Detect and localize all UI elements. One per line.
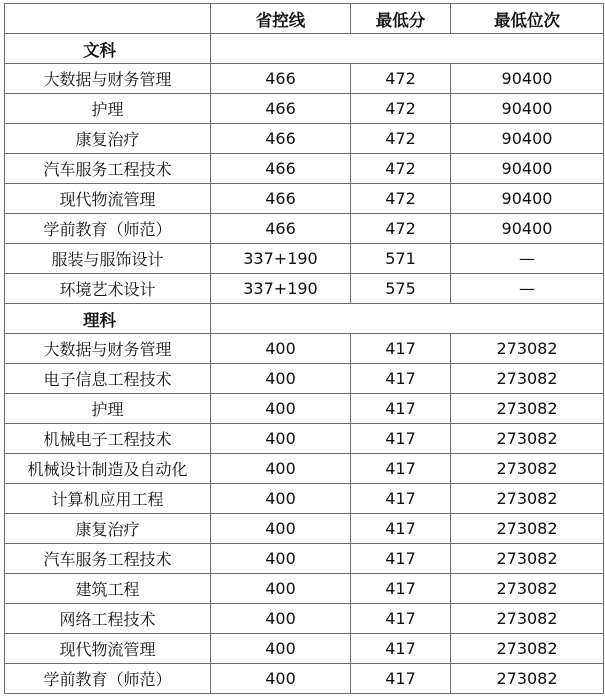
min-score-cell: 472	[351, 64, 451, 94]
table-row	[5, 184, 604, 214]
min-score-cell: 472	[351, 214, 451, 244]
min-score-cell: 417	[351, 334, 451, 364]
major-cell: 环境艺术设计	[5, 274, 211, 304]
control-line-cell: 400	[211, 514, 351, 544]
control-line-cell: 466	[211, 184, 351, 214]
min-score-cell: 575	[351, 274, 451, 304]
major-cell: 电子信息工程技术	[5, 364, 211, 394]
table-row	[5, 124, 604, 154]
major-cell: 机械设计制造及自动化	[5, 454, 211, 484]
min-rank-cell: 273082	[451, 394, 604, 424]
table-row	[5, 574, 604, 604]
major-cell: 网络工程技术	[5, 604, 211, 634]
control-line-cell: 466	[211, 94, 351, 124]
min-score-cell: 417	[351, 424, 451, 454]
major-cell: 学前教育（师范）	[5, 214, 211, 244]
min-rank-cell: —	[451, 274, 604, 304]
control-line-cell: 400	[211, 604, 351, 634]
control-line-cell: 400	[211, 364, 351, 394]
min-score-cell: 472	[351, 184, 451, 214]
table-row	[5, 394, 604, 424]
major-cell: 大数据与财务管理	[5, 64, 211, 94]
min-rank-cell: 273082	[451, 484, 604, 514]
control-line-cell: 400	[211, 334, 351, 364]
min-rank-cell: 273082	[451, 544, 604, 574]
table-row	[5, 64, 604, 94]
section-row	[5, 304, 604, 334]
min-rank-cell: 90400	[451, 124, 604, 154]
min-rank-cell: 90400	[451, 154, 604, 184]
header-major	[5, 4, 211, 34]
min-score-cell: 417	[351, 544, 451, 574]
header-min-rank: 最低位次	[451, 4, 604, 34]
table-row	[5, 604, 604, 634]
control-line-cell: 400	[211, 544, 351, 574]
min-score-cell: 417	[351, 634, 451, 664]
table-row	[5, 424, 604, 454]
table-row	[5, 664, 604, 694]
table-header-row	[5, 4, 604, 34]
major-cell: 大数据与财务管理	[5, 334, 211, 364]
control-line-cell: 337+190	[211, 274, 351, 304]
major-cell: 机械电子工程技术	[5, 424, 211, 454]
major-cell: 康复治疗	[5, 514, 211, 544]
header-min-score: 最低分	[351, 4, 451, 34]
min-rank-cell: 273082	[451, 664, 604, 694]
min-score-cell: 571	[351, 244, 451, 274]
control-line-cell: 400	[211, 394, 351, 424]
min-rank-cell: 273082	[451, 574, 604, 604]
min-rank-cell: 273082	[451, 604, 604, 634]
table-row	[5, 484, 604, 514]
control-line-cell: 400	[211, 484, 351, 514]
control-line-cell: 337+190	[211, 244, 351, 274]
section-blank-cell	[211, 304, 604, 334]
min-score-cell: 472	[351, 124, 451, 154]
header-control-line: 省控线	[211, 4, 351, 34]
section-label: 理科	[5, 304, 211, 334]
major-cell: 护理	[5, 94, 211, 124]
table-row	[5, 334, 604, 364]
min-score-cell: 417	[351, 604, 451, 634]
table-row	[5, 634, 604, 664]
min-rank-cell: 273082	[451, 454, 604, 484]
table-row	[5, 244, 604, 274]
table-row	[5, 94, 604, 124]
min-rank-cell: 90400	[451, 94, 604, 124]
section-label: 文科	[5, 34, 211, 64]
table-row	[5, 214, 604, 244]
min-rank-cell: 273082	[451, 364, 604, 394]
table-row	[5, 454, 604, 484]
major-cell: 学前教育（师范）	[5, 664, 211, 694]
min-score-cell: 472	[351, 154, 451, 184]
min-score-cell: 417	[351, 664, 451, 694]
table-row	[5, 364, 604, 394]
min-score-cell: 417	[351, 514, 451, 544]
min-rank-cell: 273082	[451, 514, 604, 544]
table-row	[5, 544, 604, 574]
control-line-cell: 466	[211, 154, 351, 184]
major-cell: 建筑工程	[5, 574, 211, 604]
min-score-cell: 417	[351, 394, 451, 424]
min-score-cell: 472	[351, 94, 451, 124]
major-cell: 护理	[5, 394, 211, 424]
major-cell: 服装与服饰设计	[5, 244, 211, 274]
min-rank-cell: 90400	[451, 214, 604, 244]
min-rank-cell: 273082	[451, 424, 604, 454]
control-line-cell: 466	[211, 64, 351, 94]
control-line-cell: 400	[211, 454, 351, 484]
major-cell: 康复治疗	[5, 124, 211, 154]
min-score-cell: 417	[351, 364, 451, 394]
min-rank-cell: 273082	[451, 634, 604, 664]
major-cell: 现代物流管理	[5, 184, 211, 214]
min-rank-cell: 90400	[451, 64, 604, 94]
min-rank-cell: 273082	[451, 334, 604, 364]
major-cell: 计算机应用工程	[5, 484, 211, 514]
table-row	[5, 154, 604, 184]
section-row	[5, 34, 604, 64]
control-line-cell: 400	[211, 574, 351, 604]
major-cell: 汽车服务工程技术	[5, 154, 211, 184]
major-cell: 现代物流管理	[5, 634, 211, 664]
min-rank-cell: 90400	[451, 184, 604, 214]
section-blank-cell	[211, 34, 604, 64]
control-line-cell: 400	[211, 424, 351, 454]
major-cell: 汽车服务工程技术	[5, 544, 211, 574]
min-score-cell: 417	[351, 574, 451, 604]
table-row	[5, 514, 604, 544]
min-score-cell: 417	[351, 484, 451, 514]
control-line-cell: 400	[211, 634, 351, 664]
control-line-cell: 400	[211, 664, 351, 694]
control-line-cell: 466	[211, 214, 351, 244]
control-line-cell: 466	[211, 124, 351, 154]
min-rank-cell: —	[451, 244, 604, 274]
table-row	[5, 274, 604, 304]
min-score-cell: 417	[351, 454, 451, 484]
admission-score-table	[4, 3, 604, 694]
